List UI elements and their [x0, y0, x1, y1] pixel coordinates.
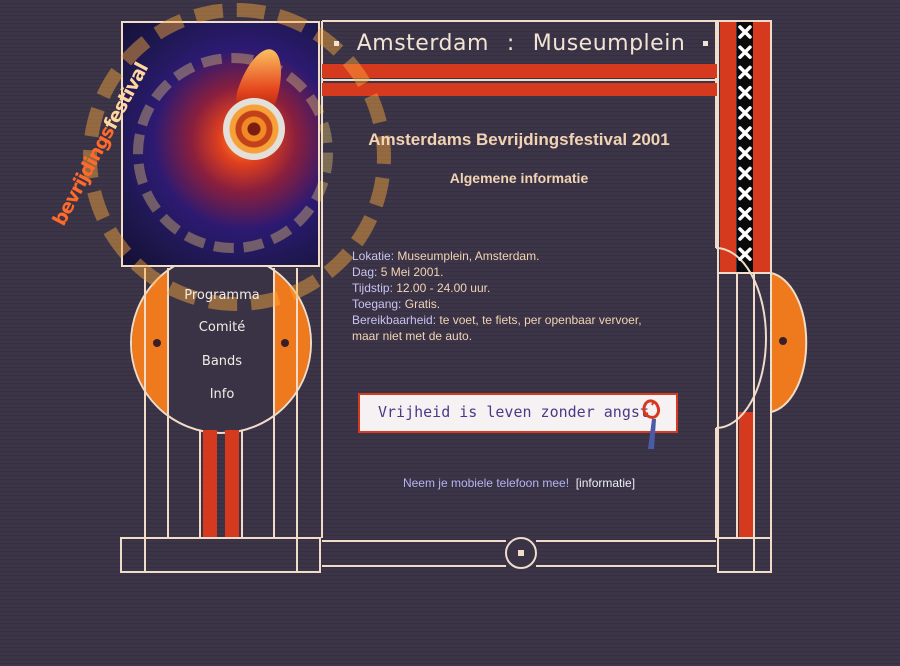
page-title: Amsterdams Bevrijdingsfestival 2001 [368, 130, 670, 149]
header-city: Amsterdam [356, 30, 489, 56]
mobile-info-link[interactable]: [informatie] [575, 476, 636, 490]
mobile-notice [322, 476, 716, 490]
info-row-bereikbaarheid: Bereikbaarheid: te voet, te fiets, per openbaar vervoer, [352, 313, 642, 327]
nav-programma[interactable]: Programma [184, 288, 260, 303]
speaker-disc-icon [223, 98, 285, 160]
square-bullet-icon [703, 41, 708, 46]
info-block [352, 248, 702, 344]
mobile-text: Neem je mobiele telefoon mee! [402, 476, 570, 490]
info-row-extra: maar niet met de auto. [352, 329, 473, 343]
info-row-tijdstip: Tijdstip: 12.00 - 24.00 uur. [352, 281, 491, 295]
freedom-torch-icon [638, 397, 678, 457]
festival-poster [48, 21, 320, 267]
square-bullet-icon [334, 41, 339, 46]
banner-text: Vrijheid is leven zonder angst [378, 403, 649, 421]
nav-info[interactable]: Info [209, 387, 235, 402]
info-row-dag: Dag: 5 Mei 2001. [352, 265, 444, 279]
poster-title: bevrijdingsfestival [48, 59, 153, 230]
info-row-toegang: Toegang: Gratis. [352, 297, 441, 311]
nav-comite[interactable]: Comité [198, 320, 246, 335]
header-venue: Museumplein [532, 30, 686, 56]
freedom-banner[interactable] [358, 393, 678, 433]
nav-bands[interactable]: Bands [201, 354, 243, 369]
info-row-lokatie: Lokatie: Museumplein, Amsterdam. [352, 249, 540, 263]
header-title [324, 28, 718, 58]
page-subtitle: Algemene informatie [449, 170, 589, 186]
header-separator: : [506, 30, 515, 56]
